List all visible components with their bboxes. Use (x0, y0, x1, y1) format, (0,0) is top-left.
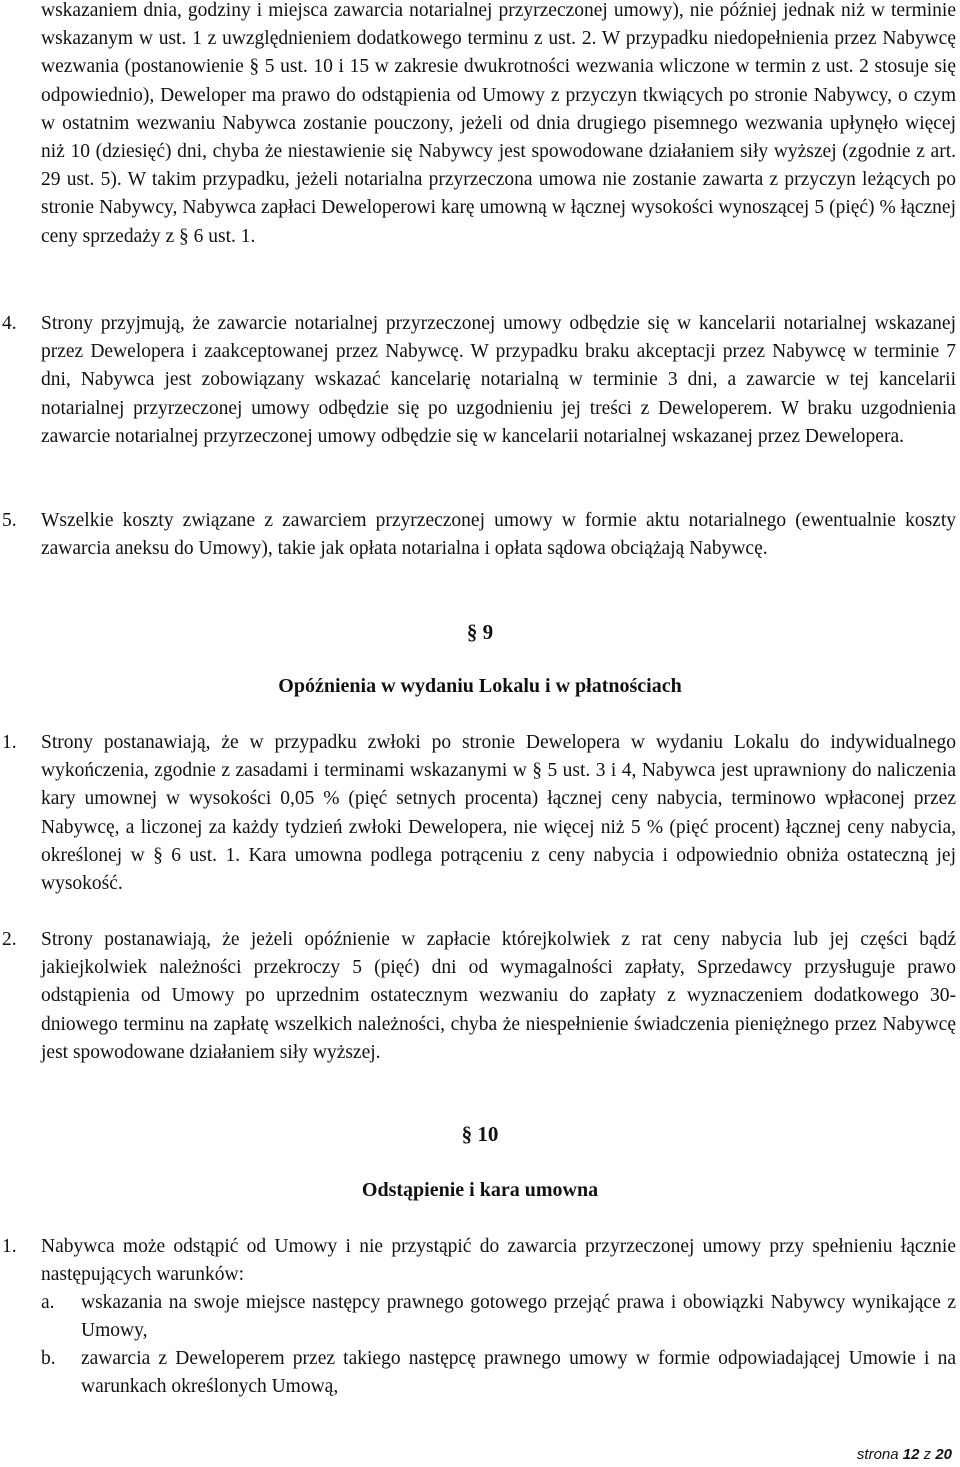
section-number: § 10 (461, 1122, 499, 1146)
list-item-number: 4. (2, 313, 17, 334)
section-title: Odstąpienie i kara umowna (361, 1179, 599, 1201)
list-item-text: Strony postanawiają, że jeżeli opóźnienie w zapłacie którejkolwiek z rat ceny nabycia lub jej części bądź jakiejkolwiek należności przekroczy 5 (pięć) dni od wymagalności zapłaty, Sprzedawcy przysługuje prawo odstąpienia od Umowy po uprzednim ostatecznym wezwaniu do zapłaty z wyznaczeniem dodatkowego 30-dniowego terminu na zapłatę wszelkich należności, chyba że niespełnienie świadczenia pieniężnego przez Nabywcę jest spowodowane działaniem siły wyższej. (41, 929, 956, 1063)
list-item-number: 2. (2, 929, 17, 950)
footer-separator: z (923, 1446, 932, 1463)
list-item-text: Wszelkie koszty związane z zawarciem przyrzeczonej umowy w formie aktu notarialnego (ewentualnie koszty zawarcia aneksu do Umowy), takie jak opłata notarialna i opłata sądowa obciążają Nabywcę. (41, 510, 956, 560)
sub-list-item (0, 1345, 956, 1401)
page-footer (857, 1446, 952, 1464)
list-item-text: Nabywca może odstąpić od Umowy i nie przystąpić do zawarcia przyrzeczonej umowy przy spełnieniu łącznie następujących warunków: (41, 1236, 956, 1286)
list-item (0, 1233, 956, 1289)
list-item-number: 1. (2, 1236, 17, 1257)
list-item (0, 507, 956, 563)
list-item-number: 1. (2, 732, 17, 753)
section-title: Opóźnienia w wydaniu Lokalu i w płatnościach (278, 675, 682, 697)
list-item (0, 729, 956, 898)
sub-list-item (0, 1289, 956, 1345)
sub-list-item-letter: a. (41, 1292, 55, 1313)
footer-total-pages: 20 (935, 1446, 952, 1463)
paragraph-continuation: wskazaniem dnia, godziny i miejsca zawarcia notarialnej przyrzeczonej umowy), nie później jednak niż w terminie wskazanym w ust. 1 z uwzględnieniem dodatkowego terminu z ust. 2. W przypadku niedopełnienia przez Nabywcę wezwania (postanowienie § 5 ust. 10 i 15 w zakresie dwukrotności wezwania wliczone w termin z ust. 2 stosuje się odpowiednio), Deweloper ma prawo do odstąpienia od Umowy z przyczyn tkwiących po stronie Nabywcy, o czym w ostatnim wezwaniu Nabywca zostanie pouczony, jeżeli od dnia drugiego pisemnego wezwania upłynęło więcej niż 10 (dziesięć) dni, chyba że niestawienie się Nabywcy jest spowodowane działaniem siły wyższej (zgodnie z art. 29 ust. 5). W takim przypadku, jeżeli notarialna przyrzeczona umowa nie zostanie zawarta z przyczyn leżących po stronie Nabywcy, Nabywca zapłaci Deweloperowi karę umowną w łącznej wysokości wynoszącej 5 (pięć) % łącznej ceny sprzedaży z § 6 ust. 1. (41, 0, 956, 247)
list-item-text: Strony przyjmują, że zawarcie notarialnej przyrzeczonej umowy odbędzie się w kancelarii notarialnej wskazanej przez Dewelopera i zaakceptowanej przez Nabywcę. W przypadku braku akceptacji przez Nabywcę w terminie 7 dni, Nabywca jest zobowiązany wskazać kancelarię notarialną w terminie 3 dni, a zawarcie w tej kancelarii notarialnej przyrzeczonej umowy odbędzie się po uzgodnieniu jej treści z Deweloperem. W braku uzgodnienia zawarcie notarialnej przyrzeczonej umowy odbędzie się w kancelarii notarialnej wskazanej przez Dewelopera. (41, 313, 956, 447)
sub-list-item-letter: b. (41, 1348, 56, 1369)
list-item (0, 310, 956, 451)
list-item-number: 5. (2, 510, 17, 531)
list-item-text: Strony postanawiają, że w przypadku zwłoki po stronie Dewelopera w wydaniu Lokalu do indywidualnego wykończenia, zgodnie z zasadami i terminami wskazanymi w § 5 ust. 3 i 4, Nabywca jest uprawniony do naliczenia kary umownej w wysokości 0,05 % (pięć setnych procenta) łącznej ceny nabycia, terminowo wpłaconej przez Nabywcę, a liczonej za każdy tydzień zwłoki Dewelopera, nie więcej niż 5 % (pięć procent) łącznej ceny nabycia, określonej w § 6 ust. 1. Kara umowna podlega potrąceniu z ceny nabycia i odpowiednio obniża ostateczną jej wysokość. (41, 732, 956, 895)
list-item (0, 926, 956, 1067)
footer-page-number: 12 (902, 1446, 920, 1463)
sub-list-item-text: wskazania na swoje miejsce następcy prawnego gotowego przejąć prawa i obowiązki Nabywcy wynikające z Umowy, (81, 1292, 956, 1342)
section-number: § 9 (466, 620, 494, 644)
footer-label: strona (856, 1446, 899, 1463)
sub-list-item-text: zawarcia z Deweloperem przez takiego następcę prawnego umowy w formie odpowiadającej Umowie i na warunkach określonych Umową, (81, 1348, 956, 1398)
